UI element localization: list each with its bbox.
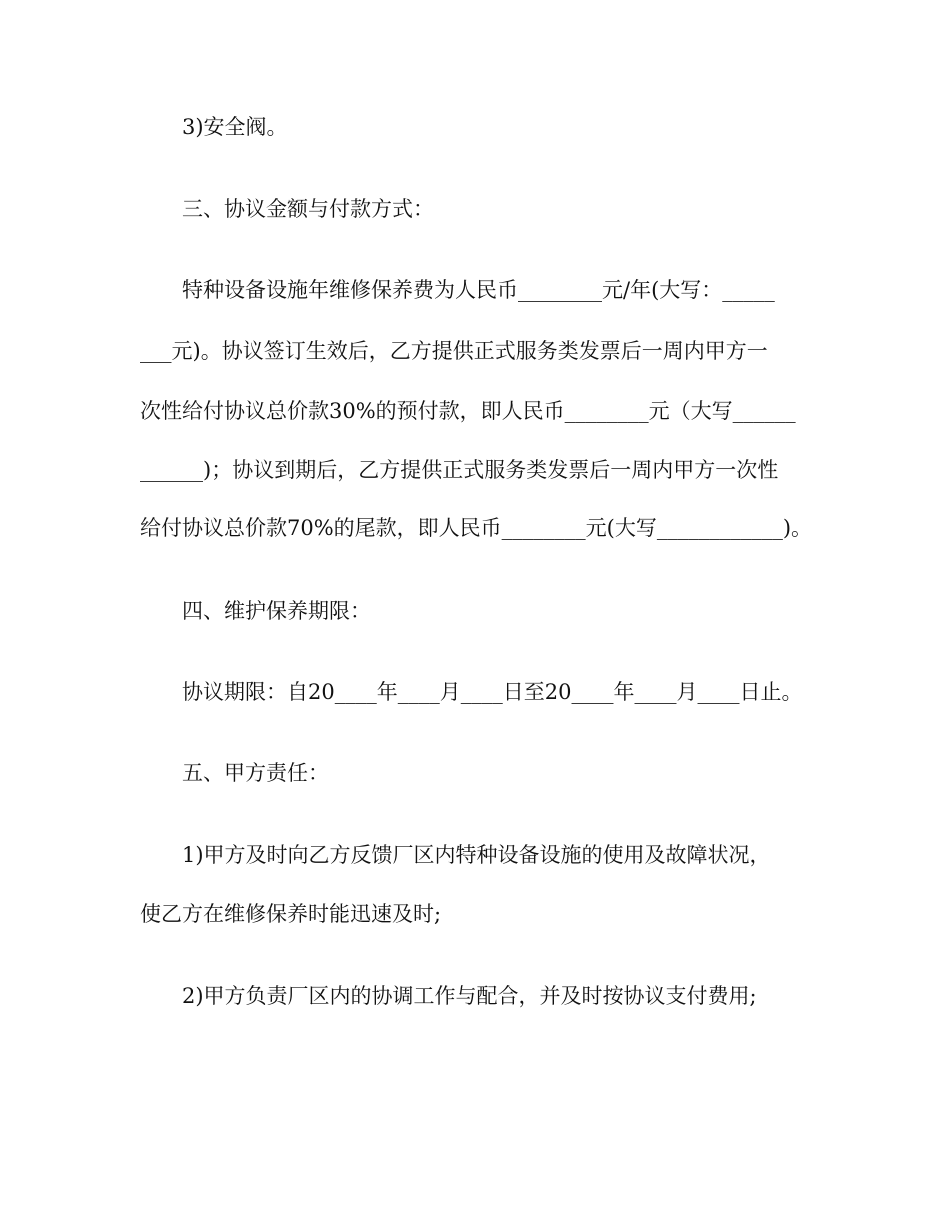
list-item: 1)甲方及时向乙方反馈厂区内特种设备设施的使用及故障状况， [182, 843, 771, 867]
list-item-safety-valve: 3)安全阀。 [182, 115, 288, 139]
paragraph-line: 给付协议总价款70%的尾款，即人民币________元(大写____________)。 [140, 516, 813, 540]
paragraph-line: 特种设备设施年维修保养费为人民币________元/年(大写：_____ [182, 278, 775, 302]
section-heading-payment: 三、协议金额与付款方式： [182, 197, 434, 221]
list-item: 2)甲方负责厂区内的协调工作与配合，并及时按协议支付费用; [182, 984, 757, 1008]
paragraph-line: ______)；协议到期后，乙方提供正式服务类发票后一周内甲方一次性 [140, 458, 779, 482]
section-heading-party-a: 五、甲方责任： [182, 761, 329, 785]
paragraph-line: 协议期限：自20____年____月____日至20____年____月____日止。 [182, 680, 803, 704]
paragraph-line: 次性给付协议总价款30%的预付款，即人民币________元（大写______ [140, 399, 796, 423]
paragraph-line: ___元)。协议签订生效后，乙方提供正式服务类发票后一周内甲方一 [140, 339, 768, 363]
section-heading-term: 四、维护保养期限： [182, 599, 371, 623]
list-item-continuation: 使乙方在维修保养时能迅速及时; [140, 902, 442, 926]
